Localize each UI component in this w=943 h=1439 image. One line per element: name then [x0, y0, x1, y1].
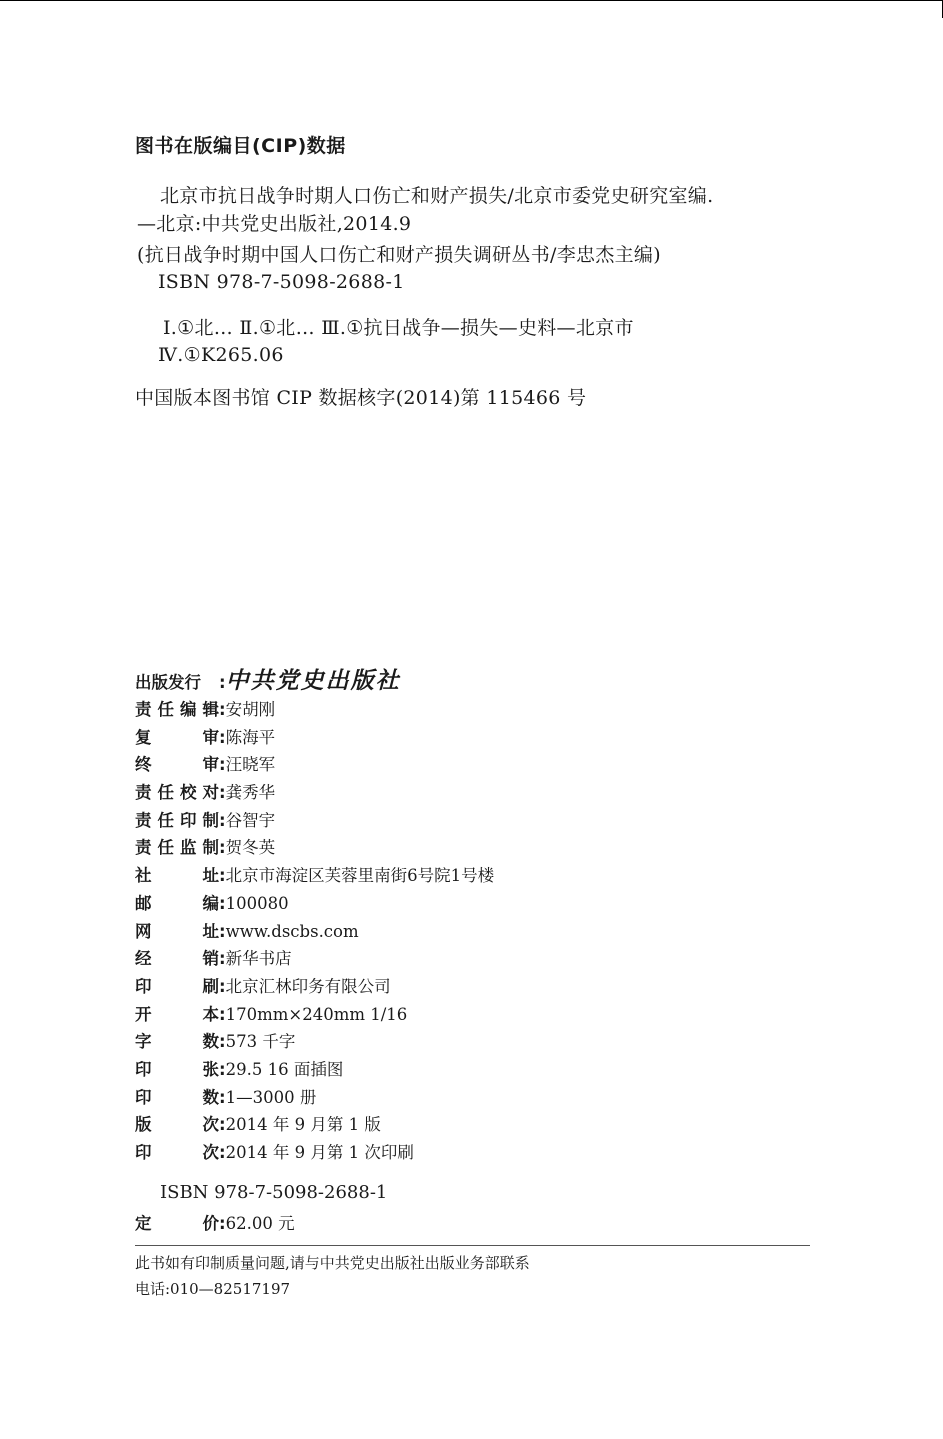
info-row: 印 数 : 1—3000 册 [135, 1084, 835, 1112]
info-label: 责 任 校 对 [135, 783, 219, 803]
publisher-row: 出版发行 : 中共党史出版社 [135, 662, 835, 696]
info-row: 邮 编 : 100080 [135, 890, 835, 918]
footer-phone: 电话:010—82517197 [135, 1280, 291, 1298]
footer-notice: 此书如有印制质量问题,请与中共党史出版社出版业务部联系 [135, 1254, 530, 1272]
info-row: 责 任 印 制 : 谷智宇 [135, 807, 835, 835]
info-label: 责 任 监 制 [135, 838, 219, 858]
info-value: 贺冬英 [225, 838, 276, 858]
info-row: 印 次 : 2014 年 9 月第 1 次印刷 [135, 1139, 835, 1167]
info-row: 网 址 : www.dscbs.com [135, 918, 835, 946]
info-value: 安胡刚 [225, 700, 276, 719]
cip-title-line: 北京市抗日战争时期人口伤亡和财产损失/北京市委党史研究室编. [160, 185, 714, 207]
price-row: 定 价 : 62.00 元 [135, 1210, 295, 1238]
info-value: 陈海平 [225, 727, 276, 747]
cip-isbn-line: ISBN 978-7-5098-2688-1 [158, 271, 405, 293]
info-label: 邮 编 [135, 893, 219, 913]
info-label: 责 任 编 辑 [135, 700, 219, 719]
info-label: 印 次 [135, 1143, 219, 1162]
info-value: 北京汇林印务有限公司 [225, 976, 391, 996]
info-row: 复 审 : 陈海平 [135, 724, 835, 752]
info-row: 终 审 : 汪晓军 [135, 751, 835, 779]
info-label: 经 销 [135, 949, 219, 969]
info-value: 29.5 16 面插图 [225, 1059, 344, 1079]
info-label: 社 址 [135, 866, 219, 886]
cip-subject-line: Ⅰ.①北… Ⅱ.①北… Ⅲ.①抗日战争—损失—史料—北京市 [163, 317, 634, 339]
page-top-border [0, 0, 943, 2]
info-label: 字 数 [135, 1032, 219, 1052]
info-label: 印 刷 [135, 976, 219, 996]
info-label: 终 审 [135, 755, 219, 775]
info-row: 印 张 : 29.5 16 面插图 [135, 1056, 835, 1084]
info-row: 印 刷 : 北京汇林印务有限公司 [135, 973, 835, 1001]
info-value: 新华书店 [225, 949, 292, 969]
info-label: 定 价 [135, 1214, 219, 1233]
price-value: 62.00 元 [225, 1214, 295, 1233]
info-label: 版 次 [135, 1115, 219, 1135]
cip-series-line: (抗日战争时期中国人口伤亡和财产损失调研丛书/李忠杰主编) [137, 244, 661, 266]
info-row: 开 本 : 170mm×240mm 1/16 [135, 1001, 835, 1029]
info-label: 责 任 印 制 [135, 810, 219, 830]
info-value: 汪晓军 [225, 755, 276, 775]
info-value: 2014 年 9 月第 1 次印刷 [225, 1143, 414, 1162]
info-value: 谷智宇 [225, 810, 276, 830]
info-value: 1—3000 册 [225, 1087, 317, 1107]
info-value: 龚秀华 [225, 783, 276, 803]
isbn-number: ISBN 978-7-5098-2688-1 [160, 1182, 388, 1203]
cip-heading: 图书在版编目(CIP)数据 [135, 135, 346, 157]
info-row: 版 次 : 2014 年 9 月第 1 版 [135, 1111, 835, 1139]
info-value: 170mm×240mm 1/16 [225, 1004, 408, 1024]
info-row: 责 任 监 制 : 贺冬英 [135, 834, 835, 862]
info-row: 经 销 : 新华书店 [135, 945, 835, 973]
footer-divider [135, 1245, 810, 1246]
cip-classification-line: Ⅳ.①K265.06 [158, 344, 284, 366]
info-label: 印 数 [135, 1087, 219, 1107]
info-label: 网 址 [135, 921, 219, 941]
publication-info [135, 662, 835, 1167]
cip-record-number: 中国版本图书馆 CIP 数据核字(2014)第 115466 号 [135, 387, 587, 409]
info-label: 开 本 [135, 1004, 219, 1024]
info-label: 印 张 [135, 1059, 219, 1079]
info-row: 字 数 : 573 千字 [135, 1028, 835, 1056]
info-value: 573 千字 [225, 1032, 296, 1052]
info-label: 出版发行 [135, 673, 201, 692]
publisher-logo-text: 中共党史出版社 [225, 667, 401, 694]
info-row: 责 任 校 对 : 龚秀华 [135, 779, 835, 807]
info-row: 责 任 编 辑 : 安胡刚 [135, 696, 835, 724]
info-row: 社 址 : 北京市海淀区芙蓉里南街6号院1号楼 [135, 862, 835, 890]
info-value: www.dscbs.com [225, 921, 359, 941]
info-value: 2014 年 9 月第 1 版 [225, 1115, 381, 1135]
cip-publisher-line: —北京:中共党史出版社,2014.9 [137, 213, 412, 235]
info-value: 北京市海淀区芙蓉里南街6号院1号楼 [225, 866, 495, 886]
info-label: 复 审 [135, 727, 219, 747]
info-value: 100080 [225, 893, 289, 913]
